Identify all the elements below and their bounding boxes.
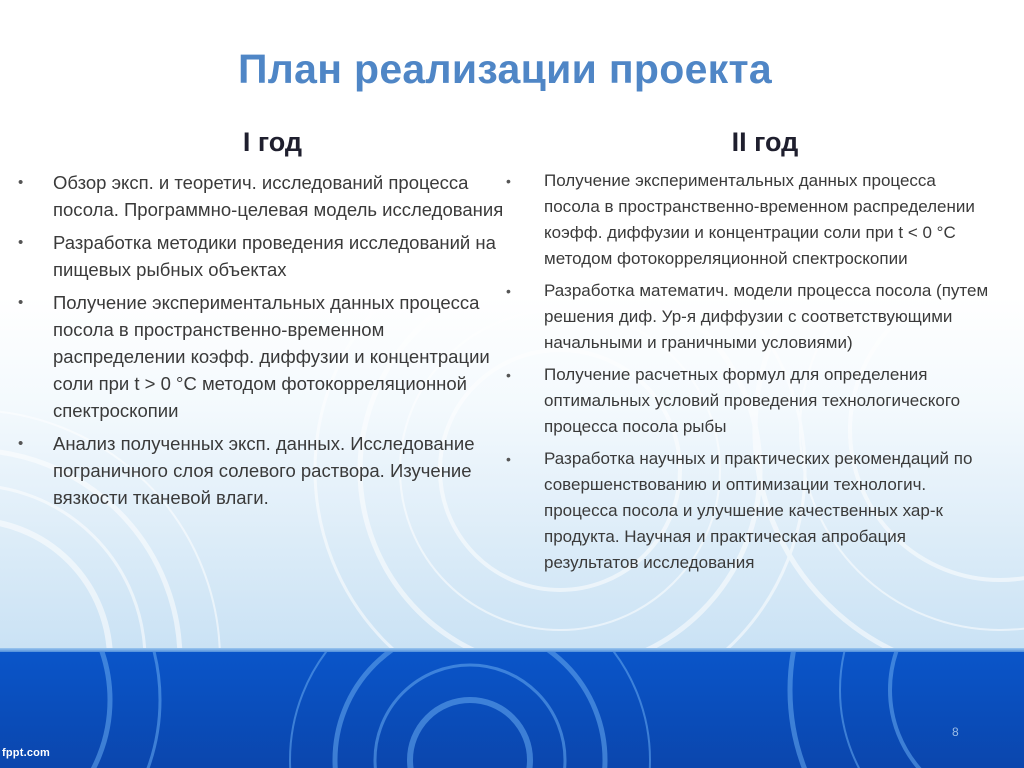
bullet-icon: • bbox=[18, 435, 24, 452]
list-item-text: Получение экспериментальных данных процесса посола в пространственно-временном распределении коэфф. диффузии и концентрации соли при t < 0 °С методом фотокорреляционной спектроскопии bbox=[544, 171, 975, 268]
list-item-text: Получение экспериментальных данных процесса посола в пространственно-временном распределении коэфф. диффузии и концентрации соли при t > 0 °С методом фотокорреляционной спектроскопии bbox=[53, 292, 490, 421]
list-item-text: Получение расчетных формул для определения оптимальных условий проведения технологического процесса посола рыбы bbox=[544, 365, 961, 436]
list-item-text: Разработка методики проведения исследований на пищевых рыбных объектах bbox=[53, 232, 496, 280]
bullet-icon: • bbox=[18, 234, 24, 251]
list-item-text: Обзор эксп. и теоретич. исследований процесса посола. Программно-целевая модель исследования bbox=[53, 172, 504, 220]
bullet-icon: • bbox=[18, 294, 24, 311]
bullet-icon: • bbox=[506, 173, 511, 189]
year-one-column bbox=[10, 122, 505, 517]
list-item bbox=[10, 430, 505, 511]
list-item bbox=[10, 289, 505, 424]
year-two-heading: II год bbox=[731, 127, 799, 157]
list-item-text: Разработка научных и практических рекомендаций по совершенствованию и оптимизации технологич. процесса посола и улучшение качественных хар-к продукта. Научная и практическая апробация результатов исследования bbox=[544, 449, 973, 572]
list-item bbox=[500, 362, 990, 440]
list-item-text: Анализ полученных эксп. данных. Исследование пограничного слоя солевого раствора. Изучение вязкости тканевой влаги. bbox=[53, 433, 475, 508]
year-one-heading: I год bbox=[242, 127, 303, 157]
list-item bbox=[500, 168, 990, 272]
list-item bbox=[500, 446, 990, 576]
year-two-column bbox=[500, 122, 990, 582]
page-number: 8 bbox=[952, 725, 959, 739]
year-two-list bbox=[500, 168, 990, 576]
slide-title: План реализации проекта bbox=[238, 46, 772, 92]
bullet-icon: • bbox=[18, 174, 24, 191]
bullet-icon: • bbox=[506, 451, 511, 467]
bullet-icon: • bbox=[506, 367, 511, 383]
year-one-list bbox=[10, 169, 505, 511]
bullet-icon: • bbox=[506, 283, 511, 299]
list-item bbox=[500, 278, 990, 356]
list-item-text: Разработка математич. модели процесса посола (путем решения диф. Ур-я диффузии с соответствующими начальными и граничными условиями) bbox=[544, 281, 989, 352]
footer-logo[interactable]: fppt.com bbox=[2, 747, 51, 759]
list-item bbox=[10, 169, 505, 223]
list-item bbox=[10, 229, 505, 283]
